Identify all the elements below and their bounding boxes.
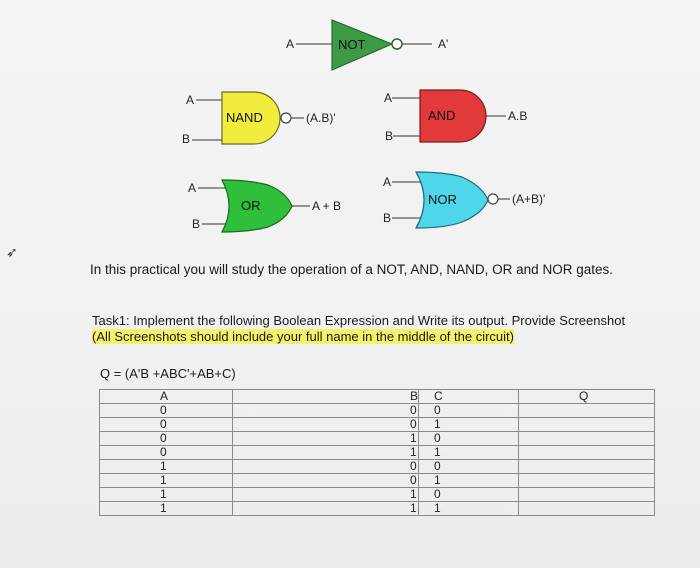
and-output-label: A.B: [508, 109, 528, 123]
cell-q[interactable]: [519, 488, 655, 502]
intro-text: In this practical you will study the operation of a NOT, AND, NAND, OR and NOR gates.: [90, 262, 613, 277]
not-output-label: A': [438, 37, 449, 51]
task-description: [92, 313, 632, 345]
or-output-label: A + B: [312, 199, 342, 213]
cell-a: 0: [100, 446, 233, 460]
and-gate: [384, 90, 527, 143]
task-highlight: (All Screenshots should include your full name in the middle of the circuit): [92, 329, 514, 344]
table-row: [100, 502, 655, 516]
cell-c: 0: [419, 460, 519, 474]
table-row: [100, 418, 655, 432]
table-row: [100, 474, 655, 488]
header-q: Q: [519, 390, 655, 404]
cell-b: 1: [233, 446, 419, 460]
cell-q[interactable]: [519, 432, 655, 446]
or-gate: [188, 180, 341, 232]
or-gate-label: OR: [241, 198, 261, 213]
cell-c: 1: [419, 502, 519, 516]
nand-output-label: (A.B)': [306, 111, 336, 125]
header-a: A: [100, 390, 233, 404]
cell-q[interactable]: [519, 418, 655, 432]
nor-input-b-label: B: [383, 211, 392, 225]
cell-b: 1: [233, 488, 419, 502]
task-prefix: Task1: [92, 313, 126, 328]
header-b: B: [233, 390, 419, 404]
and-input-a-label: A: [384, 91, 393, 105]
boolean-expression: Q = (A'B +ABC'+AB+C): [100, 366, 236, 381]
and-gate-label: AND: [428, 108, 456, 123]
table-row: [100, 432, 655, 446]
task-body: : Implement the following Boolean Expression and Write its output. Provide Screenshot: [125, 313, 626, 328]
truth-table-header: [100, 390, 655, 404]
cell-a: 0: [100, 418, 233, 432]
header-c: C: [419, 390, 519, 404]
cell-c: 0: [419, 432, 519, 446]
cell-b: 0: [233, 418, 419, 432]
nor-output-label: (A+B)': [512, 192, 546, 206]
cell-b: 1: [233, 502, 419, 516]
table-row: [100, 488, 655, 502]
truth-table: [99, 389, 655, 516]
table-row: [100, 446, 655, 460]
not-gate: [286, 20, 448, 70]
nand-gate-label: NAND: [226, 110, 263, 125]
cell-a: 0: [100, 432, 233, 446]
cell-a: 1: [100, 488, 233, 502]
not-input-label: A: [286, 37, 295, 51]
cell-q[interactable]: [519, 404, 655, 418]
nand-gate: [182, 92, 336, 146]
or-input-b-label: B: [192, 217, 201, 231]
table-row: [100, 404, 655, 418]
nand-input-a-label: A: [186, 93, 195, 107]
cell-q[interactable]: [519, 446, 655, 460]
nor-gate-label: NOR: [428, 192, 457, 207]
cell-a: 1: [100, 460, 233, 474]
cell-b: 1: [233, 432, 419, 446]
cell-q[interactable]: [519, 474, 655, 488]
or-input-a-label: A: [188, 181, 197, 195]
cell-a: 1: [100, 502, 233, 516]
cell-c: 0: [419, 488, 519, 502]
nor-gate: [383, 172, 545, 228]
and-input-b-label: B: [385, 129, 394, 143]
table-row: [100, 460, 655, 474]
cell-q[interactable]: [519, 460, 655, 474]
cell-a: 0: [100, 404, 233, 418]
not-gate-label: NOT: [338, 37, 366, 52]
cell-c: 1: [419, 418, 519, 432]
logic-gates-diagram: [0, 0, 700, 260]
cell-b: 0: [233, 474, 419, 488]
cell-c: 1: [419, 446, 519, 460]
cell-q[interactable]: [519, 502, 655, 516]
cell-c: 1: [419, 474, 519, 488]
cell-a: 1: [100, 474, 233, 488]
cell-b: 0: [233, 460, 419, 474]
nor-input-a-label: A: [383, 175, 392, 189]
cell-b: 0: [233, 404, 419, 418]
cell-c: 0: [419, 404, 519, 418]
nand-input-b-label: B: [182, 132, 191, 146]
pointer-arrow-icon: ➶: [6, 244, 18, 260]
